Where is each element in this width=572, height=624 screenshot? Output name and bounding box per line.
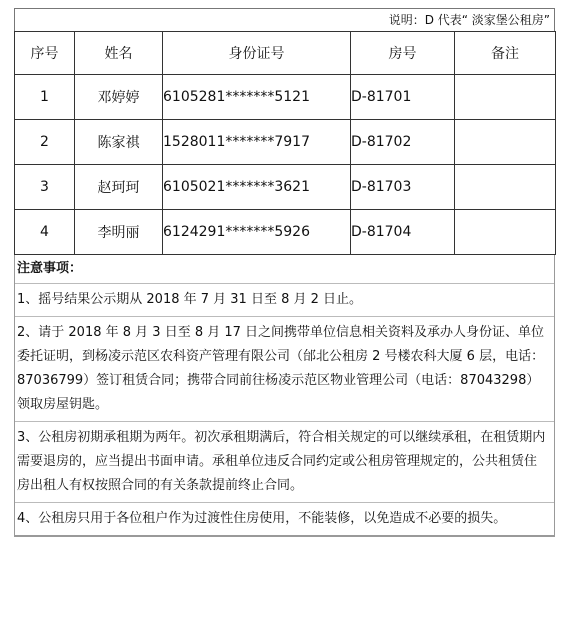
table-row bbox=[15, 120, 556, 165]
notes-item-4: 4、公租房只用于各位租户作为过渡性住房使用，不能装修，以免造成不必要的损失。 bbox=[15, 503, 554, 536]
header-id: 身份证号 bbox=[163, 32, 351, 75]
header-room: 房号 bbox=[351, 32, 455, 75]
header-remark: 备注 bbox=[455, 32, 556, 75]
cell-room: D-81702 bbox=[351, 120, 455, 165]
cell-remark bbox=[455, 120, 556, 165]
table-row bbox=[15, 75, 556, 120]
cell-name: 陈家祺 bbox=[75, 120, 163, 165]
cell-seq: 3 bbox=[15, 165, 75, 210]
cell-id: 1528011*******7917 bbox=[163, 120, 351, 165]
cell-room: D-81704 bbox=[351, 210, 455, 255]
cell-seq: 1 bbox=[15, 75, 75, 120]
notes-heading: 注意事项： bbox=[15, 255, 554, 284]
header-seq: 序号 bbox=[15, 32, 75, 75]
cell-room: D-81701 bbox=[351, 75, 455, 120]
cell-seq: 4 bbox=[15, 210, 75, 255]
cell-seq: 2 bbox=[15, 120, 75, 165]
legend-caption: 说明：D 代表“ 淡家堡公租房” bbox=[14, 8, 555, 31]
cell-name: 赵珂珂 bbox=[75, 165, 163, 210]
table-header-row bbox=[15, 32, 556, 75]
table-row bbox=[15, 165, 556, 210]
cell-id: 6105281*******5121 bbox=[163, 75, 351, 120]
cell-room: D-81703 bbox=[351, 165, 455, 210]
notes-item-2: 2、请于 2018 年 8 月 3 日至 8 月 17 日之间携带单位信息相关资料及承办人身份证、单位委托证明，到杨凌示范区农科资产管理有限公司（邰北公租房 2 号楼农科大厦 6 层，电话：87036799）签订租赁合同；携带合同前往杨凌示范区物业管理公司（电话：87043298）领取房屋钥匙。 bbox=[15, 317, 554, 422]
cell-name: 邓婷婷 bbox=[75, 75, 163, 120]
cell-remark bbox=[455, 165, 556, 210]
cell-remark bbox=[455, 75, 556, 120]
notes-section bbox=[14, 255, 555, 537]
cell-name: 李明丽 bbox=[75, 210, 163, 255]
cell-id: 6105021*******3621 bbox=[163, 165, 351, 210]
notes-item-3: 3、公租房初期承租期为两年。初次承租期满后，符合相关规定的可以继续承租，在租赁期内需要退房的，应当提出书面申请。承租单位违反合同约定或公租房管理规定的，公共租赁住房出租人有权按照合同的有关条款提前终止合同。 bbox=[15, 422, 554, 503]
notes-item-1: 1、摇号结果公示期从 2018 年 7 月 31 日至 8 月 2 日止。 bbox=[15, 284, 554, 317]
announcement-sheet bbox=[14, 8, 555, 537]
table-row bbox=[15, 210, 556, 255]
cell-remark bbox=[455, 210, 556, 255]
header-name: 姓名 bbox=[75, 32, 163, 75]
cell-id: 6124291*******5926 bbox=[163, 210, 351, 255]
tenant-table bbox=[14, 31, 556, 255]
